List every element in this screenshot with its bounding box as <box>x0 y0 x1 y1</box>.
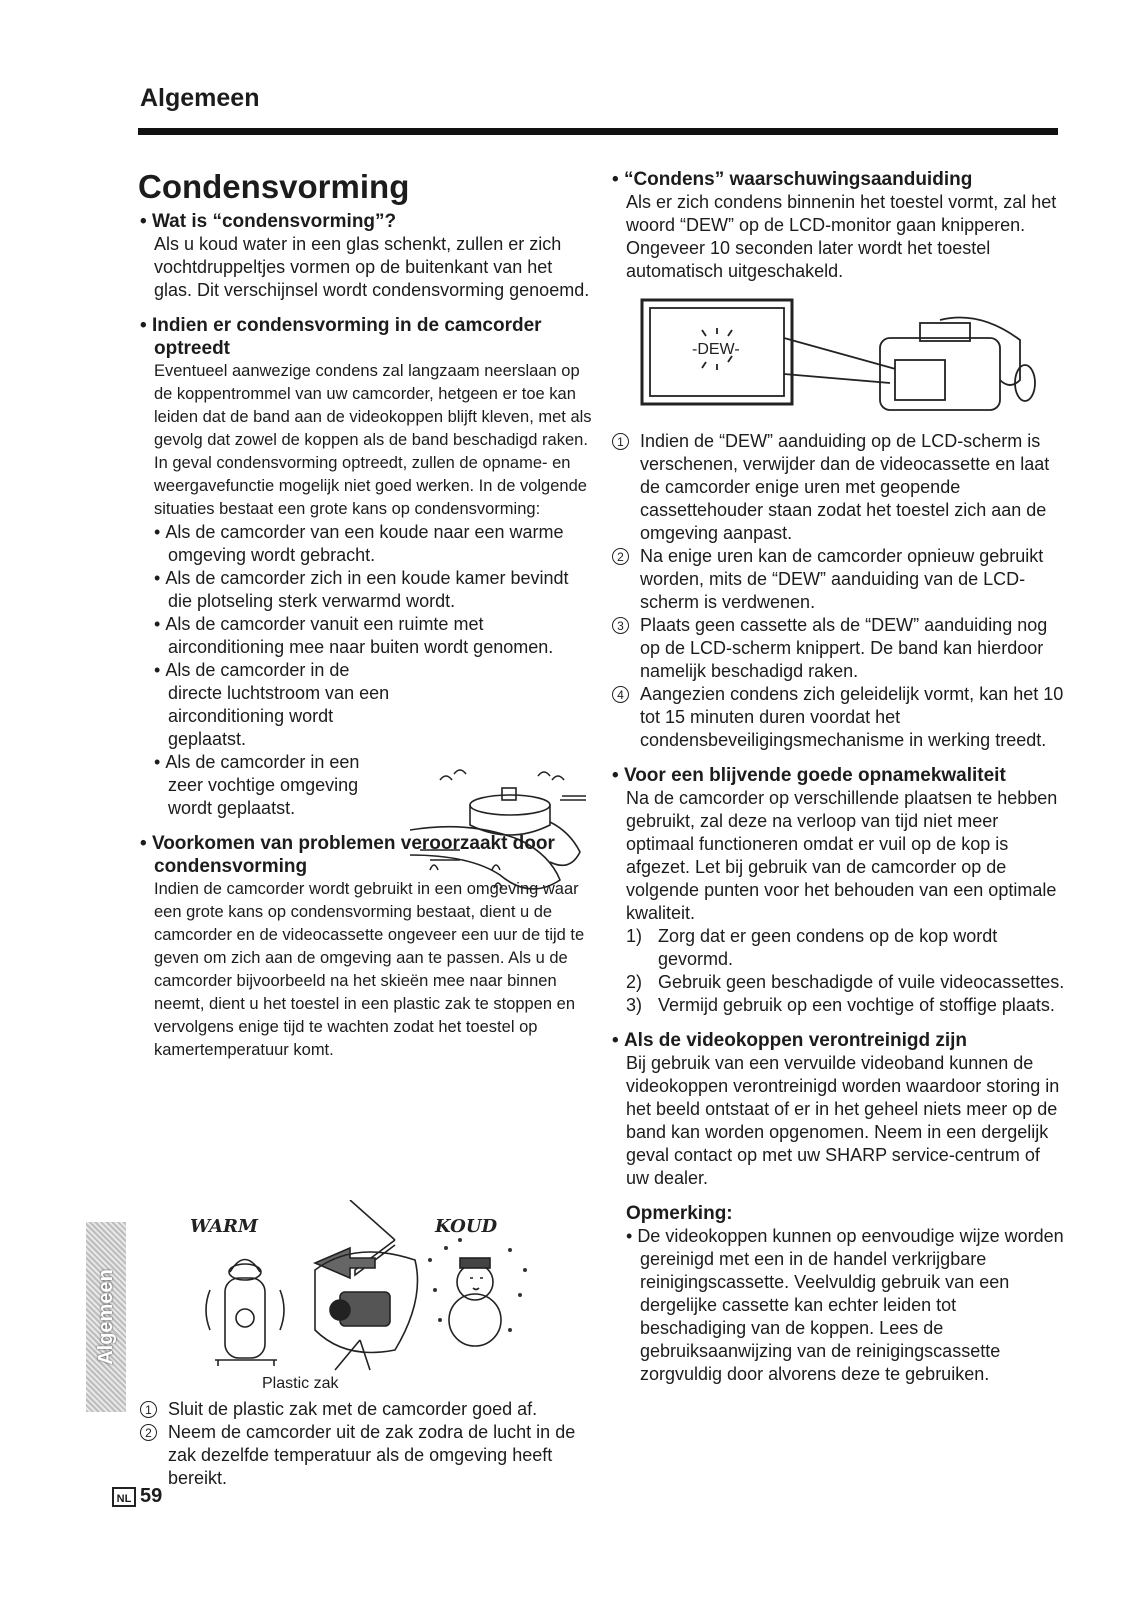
bag-steps <box>140 1398 590 1490</box>
list-item: 4 Aangezien condens zich geleidelijk vormt, kan het 10 tot 15 minuten duren voordat het condensbeveiligingsmechanisme in werking treedt. <box>640 683 1067 752</box>
list-item: 3 Plaats geen cassette als de “DEW” aanduiding nog op de LCD-scherm knippert. De band kan hierdoor namelijk beschadigd raken. <box>640 614 1067 683</box>
paragraph-what-is-condensation: Als u koud water in een glas schenkt, zullen er zich vochtdruppeltjes vormen op de buitenkant van het glas. Dit verschijnsel wordt condensvorming genoemd. <box>154 234 590 300</box>
cold-label: KOUD <box>435 1216 498 1237</box>
header-rule <box>138 128 1058 135</box>
paragraph-condensation-in-camcorder: Eventueel aanwezige condens zal langzaam neerslaan op de koppentrommel van uw camcorder, hetgeen er toe kan leiden dat de band aan de videokoppen blijft kleven, met als gevolg dat zowel de koppen als de band beschadigd raken. In geval condensvorming optreedt, zullen de opname- en weergavefunctie mogelijk niet goed werken. In de volgende situaties bestaat een grote kans op condensvorming: <box>154 362 592 518</box>
list-item: 3) Vermijd gebruik op een vochtige of stoffige plaats. <box>626 995 1055 1015</box>
heading-what-is-condensation: • Wat is “condensvorming”? <box>140 210 595 233</box>
list-item: 1 Indien de “DEW” aanduiding op de LCD-scherm is verschenen, verwijder dan de videocassette en laat de camcorder enige uren met geopende cassettehouder staan zodat het toestel zich aan de omgeving aanpast. <box>640 430 1067 545</box>
side-tab <box>86 1222 126 1412</box>
list-item: • Als de camcorder vanuit een ruimte met airconditioning mee naar buiten wordt genomen. <box>168 613 595 659</box>
plastic-bag-illustration <box>190 1200 545 1375</box>
paragraph-prevent-problems: Indien de camcorder wordt gebruikt in een omgeving waar een grote kans op condensvorming bestaat, dient u de camcorder en de videocassette ongeveer een uur de tijd te geven om zich aan de omgeving aan te passen. Als u de camcorder bijvoorbeeld na het skieën mee naar binnen neemt, dient u het toestel in een plastic zak te stoppen en vervolgens enige tijd te wachten zodat het toestel op kamertemperatuur komt. <box>154 880 585 1059</box>
heading-dirty-heads: • Als de videokoppen verontreinigd zijn <box>612 1029 1067 1052</box>
list-item: • Als de camcorder van een koude naar een warme omgeving wordt gebracht. <box>168 521 595 567</box>
section-header: Algemeen <box>140 84 260 112</box>
paragraph-dew-warning: Als er zich condens binnenin het toestel vormt, zal het woord “DEW” op de LCD-monitor gaan knipperen. Ongeveer 10 seconden later wordt het toestel automatisch uitgeschakeld. <box>626 192 1057 281</box>
right-column <box>612 168 1067 283</box>
language-badge: NL <box>112 1487 136 1507</box>
left-column <box>140 210 595 1062</box>
heading-dew-warning: • “Condens” waarschuwingsaanduiding <box>612 168 1067 191</box>
list-item: • Als de camcorder zich in een koude kamer bevindt die plotseling sterk verwarmd wordt. <box>168 567 595 613</box>
heading-recording-quality: • Voor een blijvende goede opnamekwaliteit <box>612 764 1067 787</box>
list-item: 1 Sluit de plastic zak met de camcorder goed af. <box>168 1398 590 1421</box>
plastic-bag-label: Plastic zak <box>262 1375 339 1392</box>
heading-condensation-in-camcorder: • Indien er condensvorming in de camcorder optreedt <box>140 314 595 360</box>
side-tab-label: Algemeen <box>95 1269 117 1365</box>
humidity-illustration <box>410 760 590 910</box>
dew-steps <box>612 430 1067 1386</box>
list-item: • Als de camcorder in een zeer vochtige omgeving wordt geplaatst. <box>168 751 398 820</box>
droplet-icon <box>440 770 466 780</box>
note-text: • De videokoppen kunnen op eenvoudige wijze worden gereinigd met een in de handel verkrijgbare reinigingscassette. Veelvuldig gebruik van een dergelijke cassette kan echter leiden tot beschadiging van de koppen. Lees de gebruiksaanwijzing van de reinigingscassette zorgvuldig door alvorens deze te gebruiken. <box>640 1225 1067 1386</box>
note-heading: Opmerking: <box>626 1203 733 1224</box>
list-item: 1) Zorg dat er geen condens op de kop wordt gevormd. <box>626 926 998 969</box>
page-title: Condensvorming <box>138 168 410 205</box>
snowman-icon <box>449 1258 501 1346</box>
list-item: 2) Gebruik geen beschadigde of vuile videocassettes. <box>626 972 1065 992</box>
paragraph-recording-quality: Na de camcorder op verschillende plaatsen te hebben gebruikt, zal deze na verloop van tijd niet meer optimaal functioneren omdat er vuil op de kop is afgezet. Let bij gebruik van de camcorder op de volgende punten voor het behouden van een optimale kwaliteit. <box>626 788 1058 923</box>
warm-label: WARM <box>190 1216 258 1237</box>
dew-indicator: -DEW- <box>692 341 740 358</box>
camcorder-icon <box>880 318 1035 411</box>
list-item: • Als de camcorder in de directe luchtstroom van een airconditioning wordt geplaatst. <box>168 659 398 751</box>
heading-prevent-problems: • Voorkomen van problemen veroorzaakt door condensvorming <box>140 832 595 878</box>
heater-icon <box>190 1216 284 1366</box>
page-number: 59 <box>140 1485 163 1507</box>
lcd-dew-illustration <box>640 298 1040 420</box>
list-item: 2 Neem de camcorder uit de zak zodra de lucht in de zak dezelfde temperatuur als de omgeving heeft bereikt. <box>168 1421 590 1490</box>
droplet-icon <box>538 772 564 780</box>
list-item: 2 Na enige uren kan de camcorder opnieuw gebruikt worden, mits de “DEW” aanduiding van de LCD-scherm is verdwenen. <box>640 545 1067 614</box>
paragraph-dirty-heads: Bij gebruik van een vervuilde videoband kunnen de videokoppen verontreinigd worden waardoor storing in het beeld ontstaat of er in het geheel niets meer op de band kan worden opgenomen. Neem in een dergelijk geval contact op met uw SHARP service-centrum of uw dealer. <box>626 1053 1060 1188</box>
